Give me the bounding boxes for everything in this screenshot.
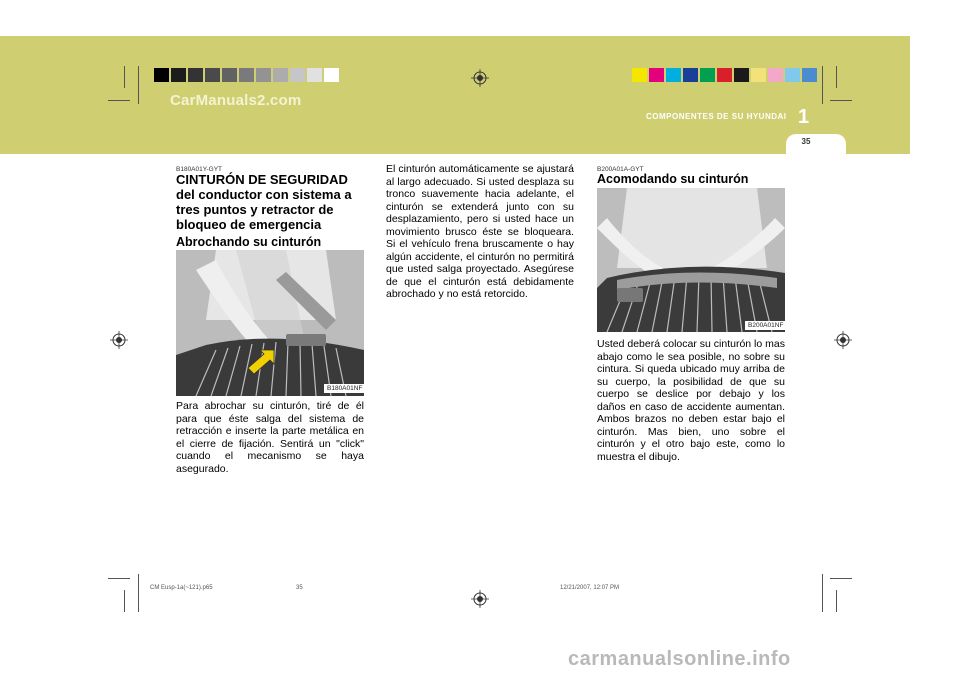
color-swatch: [666, 68, 681, 82]
color-swatch: [324, 68, 339, 82]
seatbelt-adjusting-image: [597, 188, 785, 332]
crop-mark: [124, 66, 125, 88]
crop-mark: [124, 590, 125, 612]
color-swatch: [188, 68, 203, 82]
crop-mark: [836, 66, 837, 88]
color-swatch: [632, 68, 647, 82]
header-band: [0, 36, 910, 154]
registration-mark-icon: [471, 590, 489, 608]
color-swatch: [205, 68, 220, 82]
section-title: COMPONENTES DE SU HYUNDAI: [646, 112, 787, 121]
page-number: 35: [801, 137, 811, 146]
image-caption: B180A01NF: [324, 384, 365, 393]
color-swatch: [717, 68, 732, 82]
crop-mark: [830, 578, 852, 579]
crop-mark: [138, 574, 139, 612]
color-swatch: [802, 68, 817, 82]
body-paragraph: El cinturón automáticamente se ajustará al largo adecuado. Si usted desplaza su tronco suavemente hacia adelante, el cinturón se extenderá junto con su desplazamiento, pero si usted hace un movimiento brusco éste se bloqueara. Si el vehículo frena bruscamente o hay algún accidente, el cinturón no permitirá que usted salga proyectado. Asegúrese de que el cinturón está debidamente abrochado y no está retorcido.: [386, 163, 574, 300]
color-swatch: [700, 68, 715, 82]
crop-mark: [830, 100, 852, 101]
body-paragraph: Para abrochar su cinturón, tiré de él para que éste salga del sistema de retracción e inserte la parte metálica en el cierre de fijación. Sentirá un "click" cuando el mecanismo se haya asegurado.: [176, 400, 364, 475]
registration-mark-icon: [471, 69, 489, 87]
color-swatch: [785, 68, 800, 82]
footer-page-number: 35: [296, 585, 303, 591]
section-heading: Acomodando su cinturón: [597, 172, 749, 186]
grayscale-calibration-bar: [154, 68, 341, 82]
color-swatch: [273, 68, 288, 82]
color-swatch: [290, 68, 305, 82]
color-swatch: [649, 68, 664, 82]
section-heading: CINTURÓN DE SEGURIDAD del conductor con sistema a tres puntos y retractor de bloqueo de emergencia: [176, 172, 352, 232]
image-caption: B200A01NF: [745, 321, 786, 330]
color-swatch: [222, 68, 237, 82]
color-swatch: [239, 68, 254, 82]
section-code: B200A01A-GYT: [597, 166, 644, 173]
crop-mark: [138, 66, 139, 104]
color-swatch: [307, 68, 322, 82]
crop-mark: [108, 578, 130, 579]
watermark-top[interactable]: CarManuals2.com: [170, 92, 302, 109]
watermark-bottom[interactable]: carmanualsonline.info: [568, 648, 791, 670]
crop-mark: [836, 590, 837, 612]
color-swatch: [751, 68, 766, 82]
color-swatch: [683, 68, 698, 82]
crop-mark: [822, 66, 823, 104]
color-swatch: [256, 68, 271, 82]
color-calibration-bar: [632, 68, 819, 82]
crop-mark: [822, 574, 823, 612]
registration-mark-icon: [110, 331, 128, 349]
footer-date: 12/21/2007, 12:07 PM: [560, 585, 620, 591]
color-swatch: [768, 68, 783, 82]
seatbelt-adjusting-illustration: [597, 188, 785, 332]
section-code: B180A01Y-GYT: [176, 166, 223, 173]
seatbelt-buckling-image: [176, 250, 364, 396]
color-swatch: [734, 68, 749, 82]
seatbelt-buckling-illustration: [176, 250, 364, 396]
body-paragraph: Usted deberá colocar su cinturón lo mas abajo como le sea posible, no sobre su cintura. Si queda ubicado muy arriba de su cuerpo, la posibilidad de que su cuerpo se deslice por debajo y los daños en caso de accidente aumentan. Ambos brazos no deben estar bajo el cinturón. Mas bien, uno sobre el cinturón y el otro bajo este, como lo muestra el dibujo.: [597, 338, 785, 463]
footer-file-name: CM Eusp-1a(~121).p65: [150, 585, 213, 591]
registration-mark-icon: [834, 331, 852, 349]
chapter-number: 1: [798, 106, 810, 128]
color-swatch: [171, 68, 186, 82]
color-swatch: [154, 68, 169, 82]
subsection-heading: Abrochando su cinturón: [176, 235, 322, 249]
crop-mark: [108, 100, 130, 101]
